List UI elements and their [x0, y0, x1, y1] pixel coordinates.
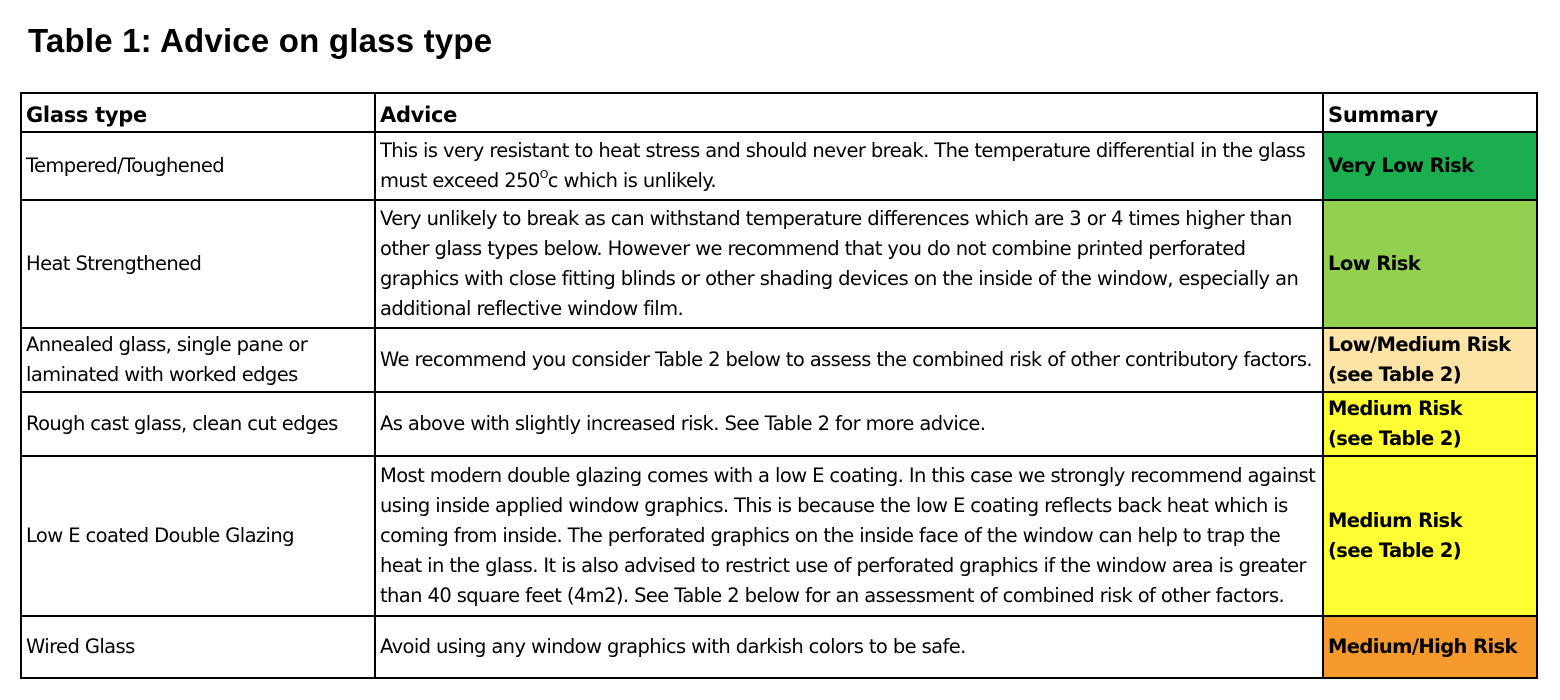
- table-row: [21, 200, 1537, 328]
- page-title: Table 1: Advice on glass type: [28, 22, 493, 59]
- summary-reference: (see Table 2): [1328, 427, 1462, 450]
- glass-type-cell: Wired Glass: [21, 616, 375, 678]
- advice-cell: Most modern double glazing comes with a low E coating. In this case we strongly recommend against using inside applied window graphics. This is because the low E coating reflects back heat which is coming from inside. The perforated graphics on the inside face of the window can help to trap the heat in the glass. It is also advised to restrict use of perforated graphics if the window area is greater than 40 square feet (4m2). See Table 2 below for an assessment of combined risk of other factors.: [375, 456, 1323, 616]
- summary-cell: Medium/High Risk: [1323, 616, 1537, 678]
- table-row: [21, 616, 1537, 678]
- summary-risk-label: Medium Risk: [1328, 509, 1462, 532]
- summary-risk-label: Medium Risk: [1328, 397, 1462, 420]
- summary-reference: (see Table 2): [1328, 539, 1462, 562]
- glass-type-cell: Heat Strengthened: [21, 200, 375, 328]
- summary-reference: (see Table 2): [1328, 363, 1462, 386]
- table-row: [21, 392, 1537, 456]
- glass-type-cell: Annealed glass, single pane or laminated with worked edges: [21, 328, 375, 392]
- advice-cell: As above with slightly increased risk. See Table 2 for more advice.: [375, 392, 1323, 456]
- table-row: [21, 132, 1537, 200]
- summary-cell: Very Low Risk: [1323, 132, 1537, 200]
- table-row: [21, 328, 1537, 392]
- column-header-summary: Summary: [1323, 93, 1537, 132]
- table-row: [21, 456, 1537, 616]
- advice-cell: [375, 132, 1323, 200]
- table-header-row: [21, 93, 1537, 132]
- advice-cell: Very unlikely to break as can withstand temperature differences which are 3 or 4 times higher than other glass types below. However we recommend that you do not combine printed perforated graphics with close fitting blinds or other shading devices on the inside of the window, especially an additional reflective window film.: [375, 200, 1323, 328]
- glass-type-cell: Rough cast glass, clean cut edges: [21, 392, 375, 456]
- summary-risk-label: Low/Medium Risk: [1328, 333, 1511, 356]
- glass-advice-table: [20, 92, 1538, 679]
- degree-superscript: O: [539, 168, 548, 181]
- glass-type-cell: Tempered/Toughened: [21, 132, 375, 200]
- summary-cell: Low Risk: [1323, 200, 1537, 328]
- summary-cell: [1323, 328, 1537, 392]
- glass-type-cell: Low E coated Double Glazing: [21, 456, 375, 616]
- column-header-glass-type: Glass type: [21, 93, 375, 132]
- column-header-advice: Advice: [375, 93, 1323, 132]
- advice-text: This is very resistant to heat stress and should never break. The temperature differential in the glass must exceed 250: [380, 139, 1306, 192]
- advice-cell: We recommend you consider Table 2 below to assess the combined risk of other contributory factors.: [375, 328, 1323, 392]
- advice-text-end: c which is unlikely.: [547, 169, 717, 192]
- advice-cell: Avoid using any window graphics with darkish colors to be safe.: [375, 616, 1323, 678]
- summary-cell: [1323, 456, 1537, 616]
- summary-cell: [1323, 392, 1537, 456]
